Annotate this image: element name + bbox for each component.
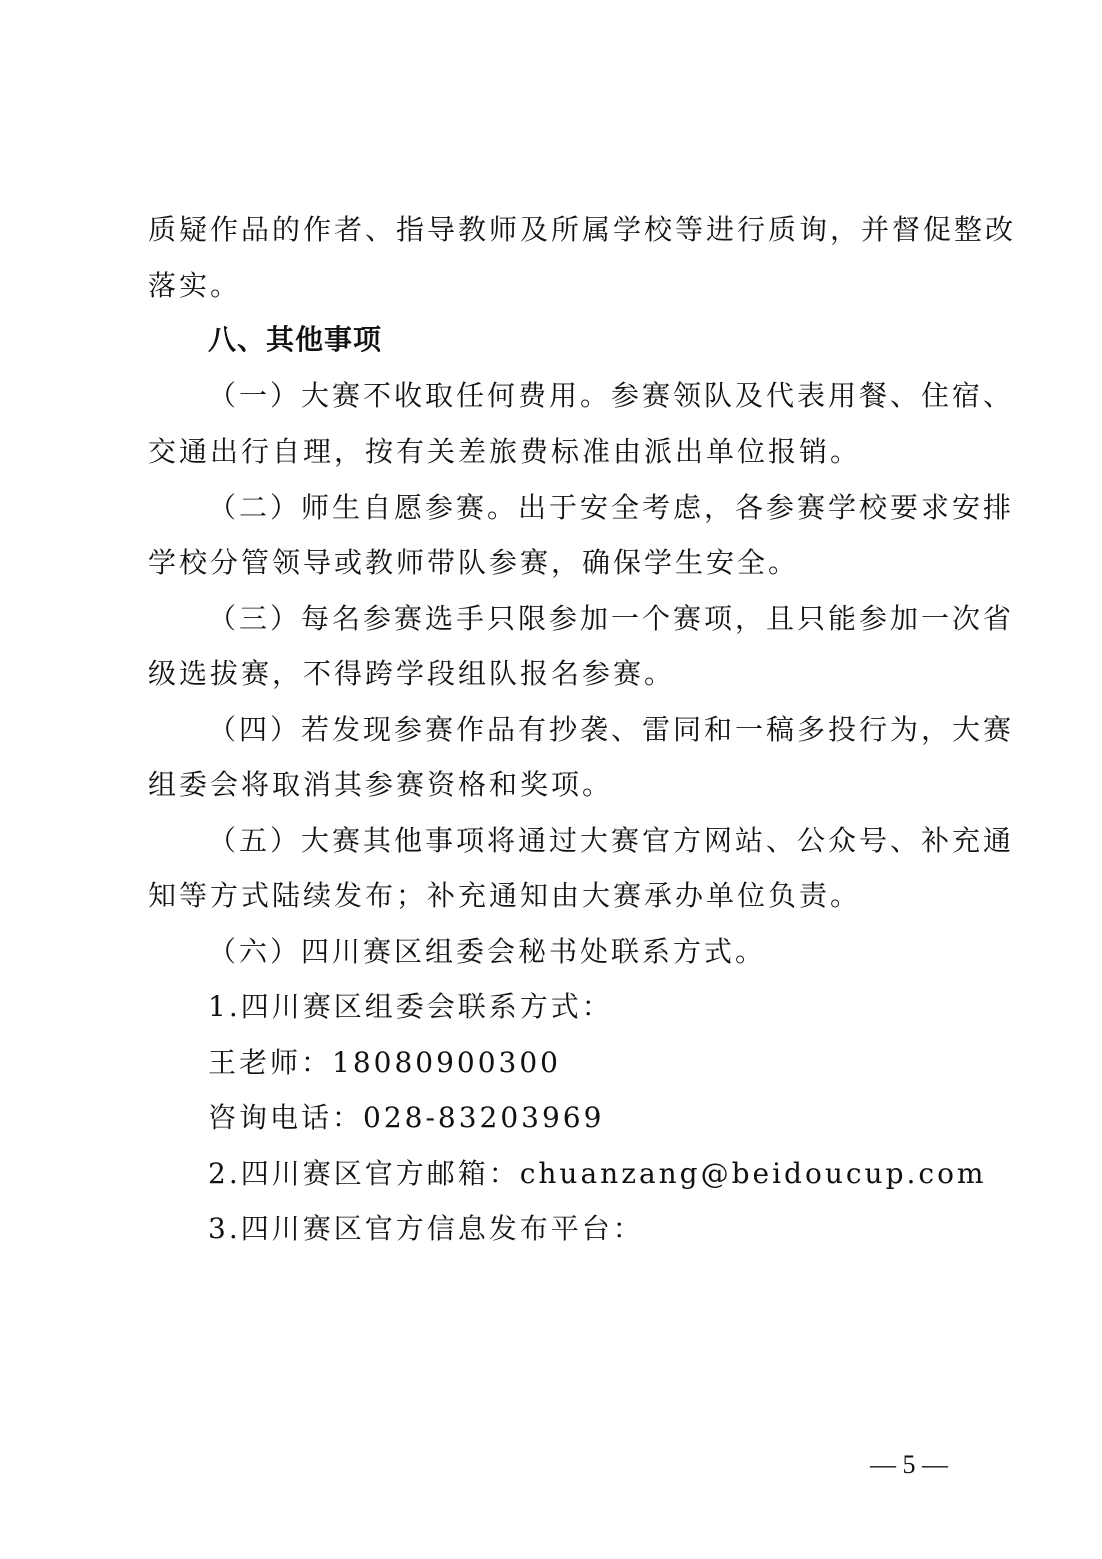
page-number: — 5 — xyxy=(870,1450,948,1479)
contact-line: 1.四川赛区组委会联系方式： xyxy=(208,990,613,1023)
list-item-line: （一）大赛不收取任何费用。参赛领队及代表用餐、住宿、 xyxy=(208,379,1015,412)
list-item-line: （三）每名参赛选手只限参加一个赛项，且只能参加一次省 xyxy=(208,602,1015,635)
list-item-line: 学校分管领导或教师带队参赛，确保学生安全。 xyxy=(148,546,800,579)
list-item-line: 交通出行自理，按有关差旅费标准由派出单位报销。 xyxy=(148,435,862,468)
paragraph-line: 质疑作品的作者、指导教师及所属学校等进行质询，并督促整改 xyxy=(148,213,1017,246)
list-item-line: （五）大赛其他事项将通过大赛官方网站、公众号、补充通 xyxy=(208,824,1015,857)
contact-email: 2.四川赛区官方邮箱：chuanzang@beidoucup.com xyxy=(208,1157,987,1190)
contact-teacher: 王老师：18080900300 xyxy=(208,1046,561,1079)
section-heading: 八、其他事项 xyxy=(208,323,383,356)
list-item-line: 级选拔赛，不得跨学段组队报名参赛。 xyxy=(148,657,676,690)
list-item-line: 知等方式陆续发布；补充通知由大赛承办单位负责。 xyxy=(148,879,862,912)
list-item-line: （六）四川赛区组委会秘书处联系方式。 xyxy=(208,935,767,968)
list-item-line: （四）若发现参赛作品有抄袭、雷同和一稿多投行为，大赛 xyxy=(208,713,1015,746)
list-item-line: （二）师生自愿参赛。出于安全考虑，各参赛学校要求安排 xyxy=(208,491,1015,524)
paragraph-line: 落实。 xyxy=(148,269,242,302)
contact-platform: 3.四川赛区官方信息发布平台： xyxy=(208,1212,644,1245)
list-item-line: 组委会将取消其参赛资格和奖项。 xyxy=(148,768,614,801)
contact-phone: 咨询电话：028-83203969 xyxy=(208,1101,605,1134)
